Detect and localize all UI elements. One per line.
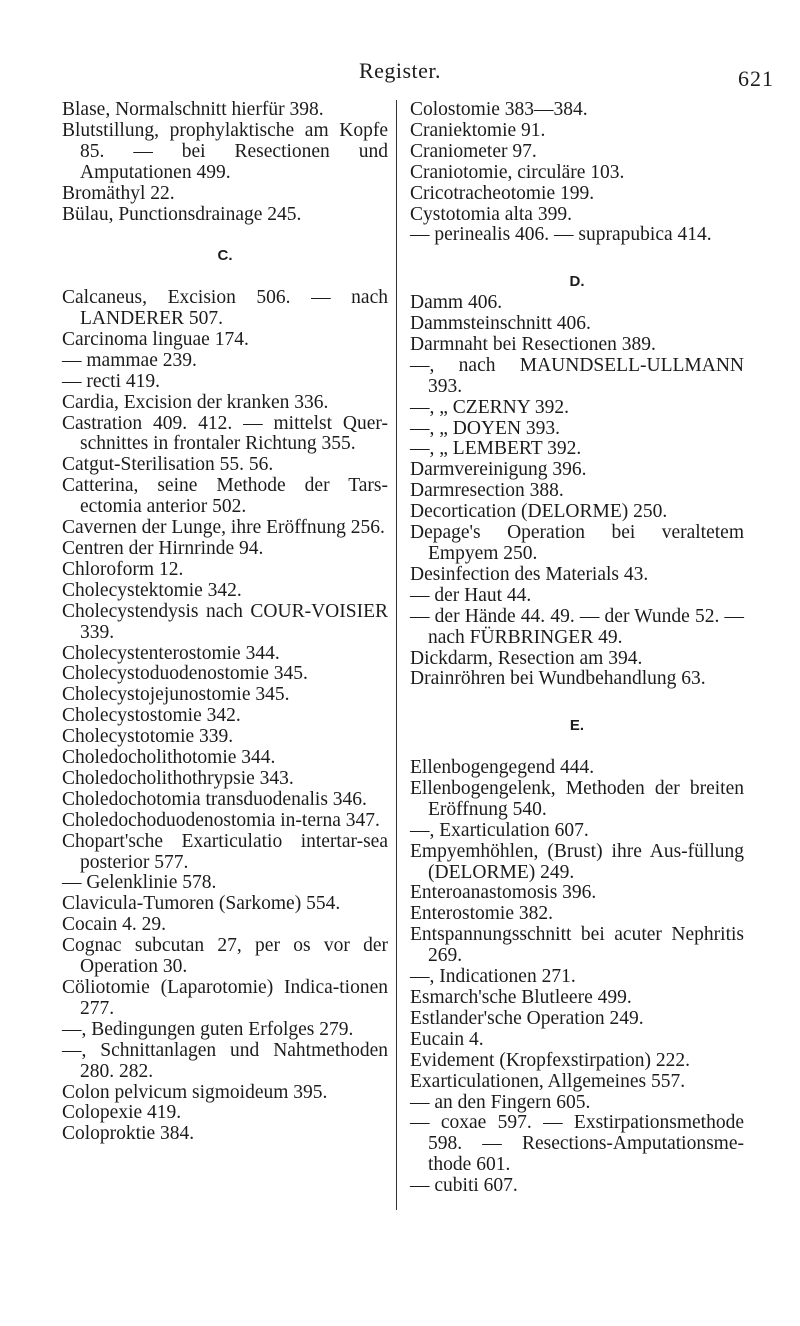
index-entry: Choledochotomia transduodenalis 346. xyxy=(62,788,367,810)
index-entry: Castration 409. 412. — mittelst Quer-schnittes in frontaler Richtung 355. xyxy=(62,412,388,455)
index-entry: Cholecystostomie 342. xyxy=(62,705,241,727)
section-letter-heading: D. xyxy=(569,273,585,291)
section-spacer xyxy=(62,225,388,246)
index-entry: Desinfection des Materials 43. xyxy=(410,563,649,585)
index-entry: — coxae 597. — Exstirpationsmethode 598. — Resections-Amputationsme-thode 601. xyxy=(410,1112,744,1176)
index-entry: Empyemhöhlen, (Brust) ihre Aus-füllung (DELORME) 249. xyxy=(410,840,744,883)
index-entry: —, nach MAUNDSELL-ULLMANN 393. xyxy=(410,354,744,397)
section-spacer xyxy=(410,690,744,711)
section-letter-heading: E. xyxy=(569,717,585,735)
index-entry: Decortication (DELORME) 250. xyxy=(410,501,668,523)
index-entry: Choledochoduodenostomia in-terna 347. xyxy=(62,809,380,831)
index-entry: —, Indicationen 271. xyxy=(410,966,576,988)
index-entry: Cholecystendysis nach COUR-VOISIER 339. xyxy=(62,600,388,643)
index-column-right xyxy=(410,100,744,1197)
index-entry: —, „ CZERNY 392. xyxy=(410,396,570,418)
index-entry: Esmarch'sche Blutleere 499. xyxy=(410,986,632,1008)
index-entry: Entspannungsschnitt bei acuter Nephritis 269. xyxy=(410,924,744,967)
index-entry: Colopexie 419. xyxy=(62,1102,182,1124)
index-entry: Ellenbogengelenk, Methoden der breiten Eröffnung 540. xyxy=(410,777,744,820)
index-entry: Choledocholithotomie 344. xyxy=(62,747,276,769)
index-entry: Cholecystotomie 339. xyxy=(62,726,234,748)
index-entry: — perinealis 406. — suprapubica 414. xyxy=(410,224,712,246)
index-entry: Carcinoma linguae 174. xyxy=(62,328,249,350)
index-entry: Craniotomie, circuläre 103. xyxy=(410,161,625,183)
index-entry: Depage's Operation bei veraltetem Empyem 250. xyxy=(410,522,744,564)
index-entry: — cubiti 607. xyxy=(410,1175,518,1197)
index-entry: Cystotomia alta 399. xyxy=(410,203,572,225)
index-entry: Cöliotomie (Laparotomie) Indica-tionen 277. xyxy=(62,977,388,1019)
index-entry: — der Hände 44. 49. — der Wunde 52. — nach FÜRBRINGER 49. xyxy=(410,605,744,648)
index-entry: Cholecystektomie 342. xyxy=(62,579,242,601)
index-entry: Blutstillung, prophylaktische am Kopfe 85. — bei Resectionen und Amputationen 499. xyxy=(62,119,388,183)
index-entry: Dammsteinschnitt 406. xyxy=(410,313,591,335)
index-entry: Calcaneus, Excision 506. — nach LANDERER 507. xyxy=(62,287,388,330)
index-entry: Bülau, Punctionsdrainage 245. xyxy=(62,203,302,225)
index-entry: — an den Fingern 605. xyxy=(410,1091,591,1113)
index-entry: Enteroanastomosis 396. xyxy=(410,882,597,904)
index-entry: —, Schnittanlagen und Nahtmethoden 280. 282. xyxy=(62,1039,388,1082)
index-entry: Cholecystojejunostomie 345. xyxy=(62,684,290,706)
section-letter-heading: C. xyxy=(217,247,233,265)
index-entry: Coloproktie 384. xyxy=(62,1123,195,1145)
index-entry: Ellenbogengegend 444. xyxy=(410,757,595,779)
index-entry: —, Bedingungen guten Erfolges 279. xyxy=(62,1018,354,1040)
index-entry: Choledocholithothrypsie 343. xyxy=(62,767,294,789)
column-divider-rule xyxy=(396,100,397,1210)
index-entry: Blase, Normalschnitt hierfür 398. xyxy=(62,99,324,120)
index-entry: Cavernen der Lunge, ihre Eröffnung 256. xyxy=(62,517,385,539)
index-entry: Evidement (Kropfexstirpation) 222. xyxy=(410,1049,690,1071)
index-entry: Cardia, Excision der kranken 336. xyxy=(62,391,329,413)
index-entry: —, „ DOYEN 393. xyxy=(410,417,561,439)
index-entry: — Gelenklinie 578. xyxy=(62,872,217,894)
index-entry: Darmresection 388. xyxy=(410,480,564,502)
page-header-title: Register. xyxy=(358,58,442,83)
index-entry: Bromäthyl 22. xyxy=(62,182,175,204)
index-entry: — mammae 239. xyxy=(62,349,197,371)
index-entry: —, Exarticulation 607. xyxy=(410,819,589,841)
index-entry: Eucain 4. xyxy=(410,1028,484,1050)
index-entry: Colostomie 383—384. xyxy=(410,99,588,120)
index-entry: Cognac subcutan 27, per os vor der Operation 30. xyxy=(62,935,388,978)
index-entry: Damm 406. xyxy=(410,292,503,314)
index-entry: Cricotracheotomie 199. xyxy=(410,182,595,204)
index-entry: Centren der Hirnrinde 94. xyxy=(62,537,264,559)
index-entry: Clavicula-Tumoren (Sarkome) 554. xyxy=(62,893,341,915)
index-entry: Catterina, seine Methode der Tars-ectomia anterior 502. xyxy=(62,475,388,518)
index-entry: Craniometer 97. xyxy=(410,140,537,162)
page-number: 621 xyxy=(738,66,774,91)
index-entry: Dickdarm, Resection am 394. xyxy=(410,647,643,669)
index-entry: Estlander'sche Operation 249. xyxy=(410,1007,644,1029)
index-entry: Darmnaht bei Resectionen 389. xyxy=(410,333,656,355)
index-entry: Chloroform 12. xyxy=(62,558,184,580)
index-entry: Exarticulationen, Allgemeines 557. xyxy=(410,1070,686,1092)
index-entry: Cholecystoduodenostomie 345. xyxy=(62,663,308,685)
section-spacer xyxy=(62,267,388,288)
index-column-left xyxy=(62,100,388,1145)
section-spacer xyxy=(410,737,744,758)
index-entry: Catgut-Sterilisation 55. 56. xyxy=(62,454,274,476)
index-entry: Cholecystenterostomie 344. xyxy=(62,642,280,664)
index-entry: Cocain 4. 29. xyxy=(62,914,166,936)
index-entry: Darmvereinigung 396. xyxy=(410,459,587,481)
index-entry: Craniektomie 91. xyxy=(410,119,546,141)
index-entry: Colon pelvicum sigmoideum 395. xyxy=(62,1081,328,1103)
index-entry: Chopart'sche Exarticulatio intertar-sea posterior 577. xyxy=(62,830,388,873)
index-entry: — der Haut 44. xyxy=(410,584,532,606)
index-entry: — recti 419. xyxy=(62,370,161,392)
section-spacer xyxy=(410,246,744,267)
index-entry: Drainröhren bei Wundbehandlung 63. xyxy=(410,668,706,690)
index-entry: —, „ LEMBERT 392. xyxy=(410,438,582,460)
index-entry: Enterostomie 382. xyxy=(410,903,553,925)
